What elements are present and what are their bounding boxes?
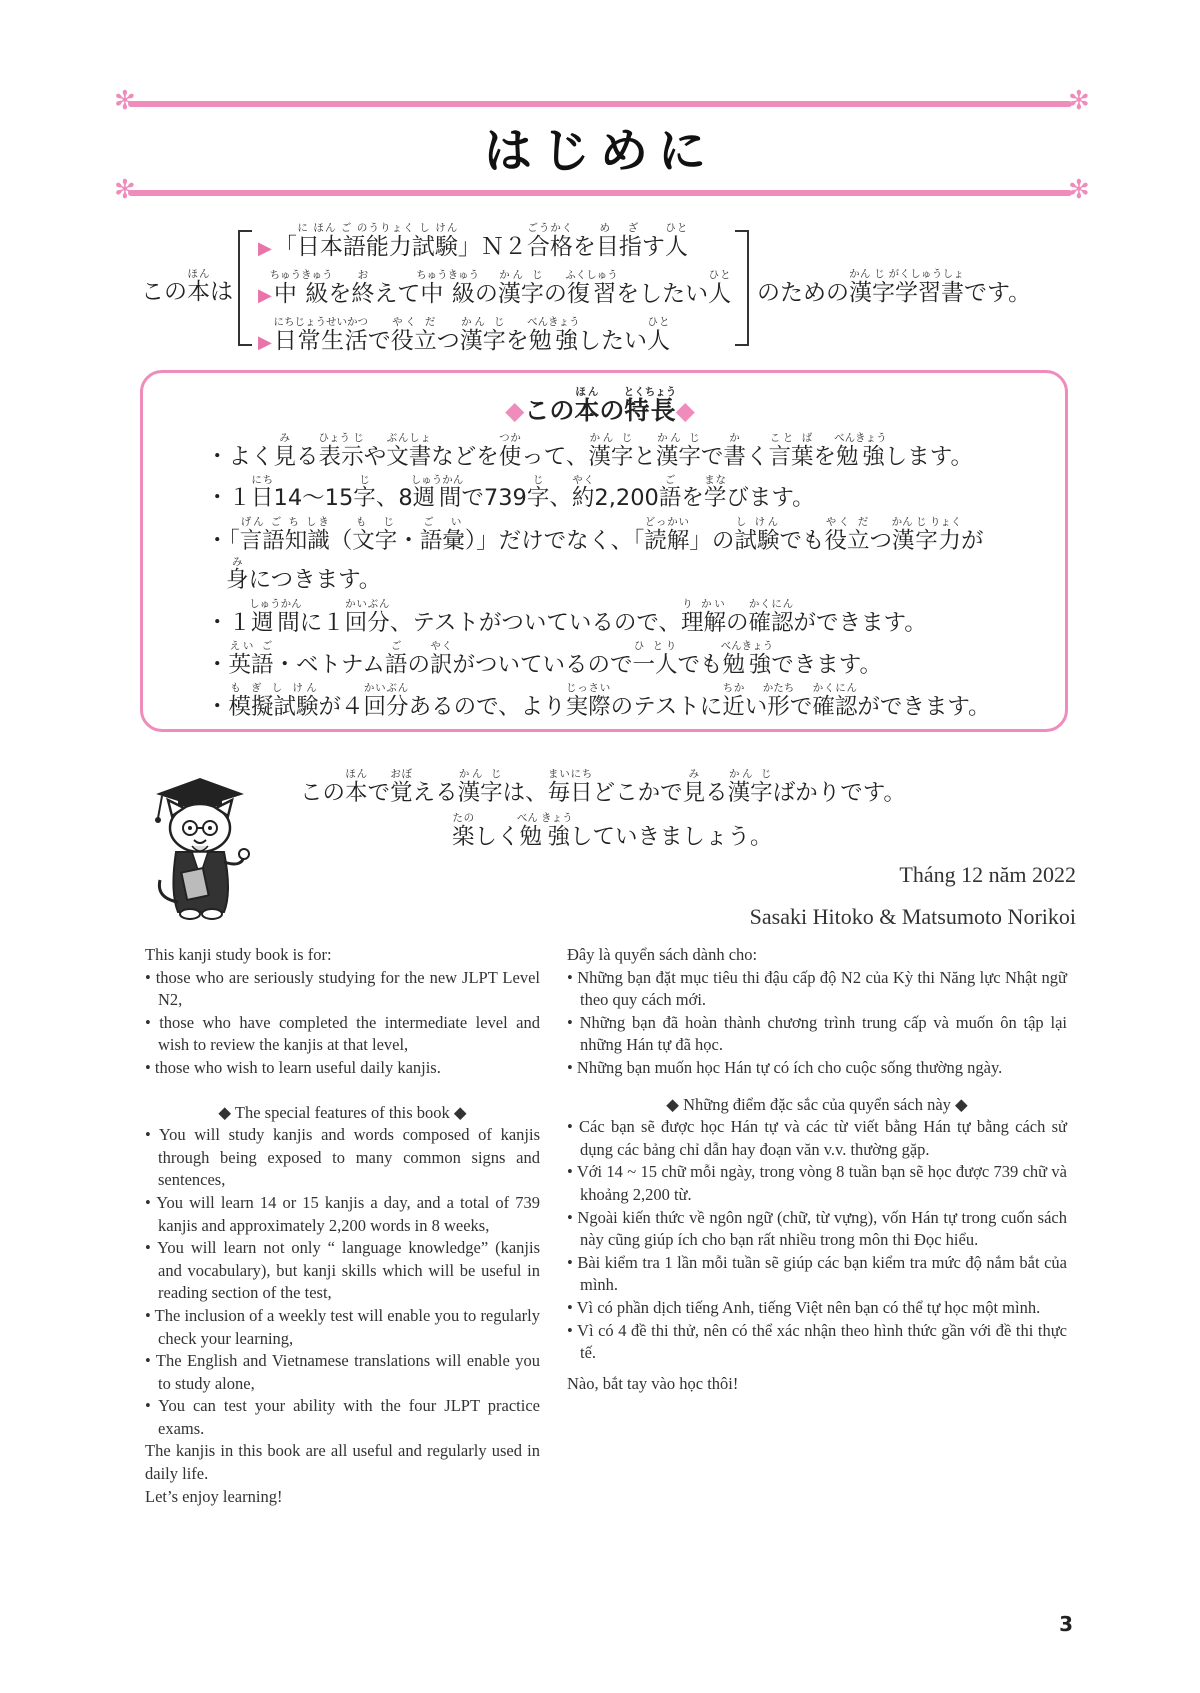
english-intro: This kanji study book is for:	[145, 945, 332, 964]
ruby-word: 言葉こと ば	[768, 432, 814, 470]
ruby-word: 楽たの	[452, 812, 475, 850]
ruby-word: 文書ぶんしょ	[386, 432, 432, 470]
vietnamese-feature: • Vì có 4 đề thi thử, nên có thể xác nhận theo hình thức gần với đề thi thực tế.	[567, 1320, 1067, 1363]
features-heading-text: この本ほんの特長とくちょう	[524, 386, 677, 425]
audience-purpose: のための漢字学習書かん じ がくしゅうしょです。	[757, 268, 1032, 306]
diamond-icon: ◆	[505, 396, 525, 425]
ruby-word: 終お	[351, 269, 375, 307]
vietnamese-column	[567, 944, 1067, 1395]
authors-line: Sasaki Hitoko & Matsumoto Norikoi	[749, 904, 1076, 929]
triangle-arrow-icon: ▶	[258, 238, 272, 259]
ruby-word: 見み	[273, 432, 297, 470]
page-number: 3	[1059, 1612, 1073, 1636]
english-closing: The kanjis in this book are all useful and regularly used in daily life.	[145, 1441, 540, 1484]
triangle-arrow-icon: ▶	[258, 285, 272, 306]
ruby-word: 英語えい ご	[228, 640, 274, 678]
ruby-word: 形かたち	[762, 682, 795, 720]
ruby-word: 日常生活にちじょうせいかつ	[273, 316, 369, 354]
ruby-word: 語ご	[658, 474, 682, 511]
vietnamese-target: • Những bạn đã hoàn thành chương trình trung cấp và muốn ôn tập lại những Hán tự đã học.	[567, 1012, 1067, 1055]
vietnamese-feature: • Bài kiểm tra 1 lần mỗi tuần sẽ giúp các bạn kiểm tra mức độ nắm bắt của mình.	[567, 1252, 1067, 1295]
left-bracket	[238, 230, 252, 346]
feature-item: ・よく見みる表示ひょう じや文書ぶんしょなどを使つかって、漢字かん じと漢字かん じで書かく言葉こと ばを勉強べんきょうします。	[206, 432, 973, 470]
cat-professor-illustration	[148, 772, 258, 922]
feature-item: 身みにつきます。	[226, 556, 382, 593]
date-line: Tháng 12 năm 2022	[899, 862, 1076, 887]
english-column	[145, 944, 540, 1508]
ruby-word: 文字も じ	[352, 516, 398, 554]
ruby-word: 確認かくにん	[748, 598, 794, 636]
ruby-word: 読解どっかい	[644, 516, 690, 554]
bottom-rule	[128, 190, 1072, 196]
audience-intro: この本ほんは	[141, 268, 233, 305]
ruby-word: 漢字力かん じ りょく	[891, 516, 962, 554]
ruby-word: 週間しゅうかん	[249, 598, 302, 636]
english-feature: • You can test your ability with the four JLPT practice exams.	[145, 1396, 540, 1438]
ruby-word: 目指め ざ	[595, 222, 642, 260]
ruby-word: 学まな	[703, 474, 727, 511]
ruby-word: 回分かいぶん	[344, 598, 390, 636]
feature-item: ・英語えい ご・ベトナム語ごの訳やくがついているので一人ひ とりでも勉強べんきょうできます。	[206, 640, 882, 678]
ruby-word: 日にち	[251, 474, 274, 511]
ruby-word: 復習ふくしゅう	[565, 269, 618, 307]
ruby-word: 使つか	[498, 432, 522, 470]
closing-line: 楽たのしく勉強べん きょうしていきましょう。	[452, 812, 773, 850]
ruby-word: 漢字かん じ	[459, 316, 506, 354]
audience-target	[258, 316, 670, 355]
ruby-word: 覚おぼ	[390, 768, 413, 806]
english-features-heading: ◆ The special features of this book ◆	[218, 1102, 467, 1122]
ruby-word: 約やく	[571, 474, 595, 511]
ruby-word: 漢字かん じ	[655, 432, 701, 470]
english-target: • those who have completed the intermediate level and wish to review the kanjis at that level,	[145, 1012, 540, 1055]
ruby-word: 漢字かん じ	[727, 768, 773, 806]
audience-target-text: 中級ちゅうきゅうを終おえて中級ちゅうきゅうの漢字かん じの復習ふくしゅうをしたい人ひと	[269, 269, 732, 307]
ruby-word: 本ほん	[574, 386, 600, 425]
vietnamese-target: • Những bạn đặt mục tiêu thi đậu cấp độ N2 của Kỳ thi Năng lực Nhật ngữ theo quy cách mới.	[567, 967, 1067, 1010]
ruby-word: 中級ちゅうきゅう	[269, 269, 333, 307]
ruby-word: 漢字かん じ	[497, 269, 544, 307]
features-heading	[0, 386, 1200, 427]
ruby-word: 人ひと	[708, 269, 732, 307]
ruby-word: 役立やく だ	[390, 316, 437, 354]
ruby-word: 週間しゅうかん	[410, 474, 464, 511]
ruby-word: 本ほん	[187, 268, 210, 305]
ruby-word: 勉強べん きょう	[516, 812, 573, 850]
ruby-word: 人ひと	[646, 316, 670, 354]
english-feature: • The English and Vietnamese translations will enable you to study alone,	[145, 1351, 540, 1393]
audience-target-text: 「日本語能力試験に ほん ご のうりょく し けん」Ｎ２合格ごうかくを目指め ざす人ひと	[273, 222, 688, 260]
feature-item: ・「言語知識げん ご ち しき（文字も じ・語彙ご い）」だけでなく、「読解どっかい」の試験し けんでも役立やく だつ漢字力かん じ りょくが	[206, 516, 984, 554]
ruby-word: 役立やく だ	[824, 516, 870, 554]
vietnamese-features-heading: ◆ Những điểm đặc sắc của quyển sách này ◆	[666, 1094, 968, 1114]
closing-line: この本ほんで覚おぼえる漢字かん じは、毎日まいにちどこかで見みる漢字かん じばかりです。	[300, 768, 906, 806]
ruby-word: 訳やく	[429, 640, 453, 678]
ruby-word: 模擬試験も ぎ し けん	[228, 682, 319, 720]
english-closing: Let’s enjoy learning!	[145, 1486, 283, 1506]
ruby-word: 表示ひょう じ	[318, 432, 364, 470]
ruby-word: 近ちか	[722, 682, 745, 720]
ruby-word: 中級ちゅうきゅう	[416, 269, 480, 307]
english-target: • those who are seriously studying for the new JLPT Level N2,	[145, 967, 540, 1010]
audience-target	[258, 222, 688, 261]
ruby-word: 勉強べんきょう	[720, 640, 774, 678]
vietnamese-intro: Đây là quyển sách dành cho:	[567, 945, 758, 964]
ruby-word: 勉強べんきょう	[834, 432, 887, 470]
vietnamese-feature: • Với 14 ~ 15 chữ mỗi ngày, trong vòng 8 tuần bạn sẽ học được 739 chữ và khoảng 2,200 từ.	[567, 1162, 1067, 1204]
ruby-word: 毎日まいにち	[547, 768, 593, 806]
ruby-word: 確認かくにん	[812, 682, 858, 720]
english-feature: • You will learn not only “ language knowledge” (kanjis and vocabulary), but kanji skills which will be useful in reading section of the test,	[145, 1238, 540, 1303]
ruby-word: 一人ひ とり	[632, 640, 678, 678]
ruby-word: 字じ	[353, 474, 376, 511]
ruby-word: 語ご	[384, 640, 408, 678]
ruby-word: 漢字かん じ	[588, 432, 634, 470]
vietnamese-closing: Nào, bắt tay vào học thôi!	[567, 1373, 739, 1393]
ruby-word: 日本語能力試験に ほん ご のうりょく し けん	[296, 222, 458, 260]
ruby-word: 人ひと	[664, 222, 688, 260]
feature-item: ・模擬試験も ぎ し けんが４回分かいぶんあるので、より実際じっさいのテストに近ちかい形かたちで確認かくにんができます。	[206, 682, 991, 720]
ruby-word: 字じ	[526, 474, 550, 511]
flower-icon: ✻	[114, 175, 136, 205]
ruby-word: 語彙ご い	[419, 516, 465, 554]
top-rule	[128, 101, 1072, 107]
ruby-word: 実際じっさい	[565, 682, 611, 720]
ruby-word: 身み	[226, 556, 249, 593]
ruby-word: 漢字かん じ	[457, 768, 503, 806]
flower-icon: ✻	[1068, 175, 1090, 205]
ruby-word: 回分かいぶん	[363, 682, 409, 720]
flower-icon: ✻	[114, 86, 136, 116]
ruby-word: 見み	[682, 768, 706, 806]
english-target: • those who wish to learn useful daily kanjis.	[145, 1057, 441, 1077]
triangle-arrow-icon: ▶	[258, 332, 272, 353]
english-feature: • The inclusion of a weekly test will enable you to regularly check your learning,	[145, 1305, 540, 1348]
right-bracket	[735, 230, 749, 346]
ruby-word: 試験し けん	[734, 516, 780, 554]
ruby-word: 合格ごうかく	[526, 222, 573, 260]
flower-icon: ✻	[1068, 86, 1090, 116]
ruby-word: 書か	[723, 432, 746, 470]
audience-target-text: 日常生活にちじょうせいかつで役立やく だつ漢字かん じを勉強べんきょうしたい人ひと	[273, 316, 670, 354]
ruby-word: 特長とくちょう	[623, 386, 677, 425]
diamond-icon: ◆	[675, 396, 695, 425]
english-feature: • You will learn 14 or 15 kanjis a day, and a total of 739 kanjis and approximately 2,200 words in 8 weeks,	[145, 1192, 540, 1235]
audience-target	[258, 269, 731, 308]
vietnamese-target: • Những bạn muốn học Hán tự có ích cho cuộc sống thường ngày.	[567, 1057, 1003, 1077]
feature-item: ・１週間しゅうかんに１回分かいぶん、テストがついているので、理解り かいの確認かくにんができます。	[206, 598, 927, 636]
ruby-word: 言語知識げん ご ち しき	[239, 516, 330, 554]
vietnamese-feature: • Ngoài kiến thức về ngôn ngữ (chữ, từ vựng), vốn Hán tự trong cuốn sách này cũng giúp ích cho bạn rất nhiều trong môn thi Đọc hiểu.	[567, 1207, 1067, 1250]
vietnamese-feature: • Vì có phần dịch tiếng Anh, tiếng Việt nên bạn có thể tự học một mình.	[567, 1297, 1041, 1317]
english-feature: • You will study kanjis and words composed of kanjis through being exposed to many common signs and sentences,	[145, 1125, 540, 1190]
feature-item: ・１日にち14～15字じ、8週間しゅうかんで739字じ、約やく2,200語ごを学まなびます。	[206, 474, 815, 511]
vietnamese-feature: • Các bạn sẽ được học Hán tự và các từ viết bằng Hán tự bằng cách sử dụng các bảng chỉ dẫn hay đoạn văn v.v. thường gặp.	[567, 1117, 1067, 1159]
ruby-word: 理解り かい	[680, 598, 726, 636]
page-title: はじめに	[483, 123, 716, 179]
ruby-word: 漢字学習書かん じ がくしゅうしょ	[849, 268, 964, 306]
ruby-word: 勉強べんきょう	[527, 316, 580, 354]
ruby-word: 本ほん	[345, 768, 368, 806]
